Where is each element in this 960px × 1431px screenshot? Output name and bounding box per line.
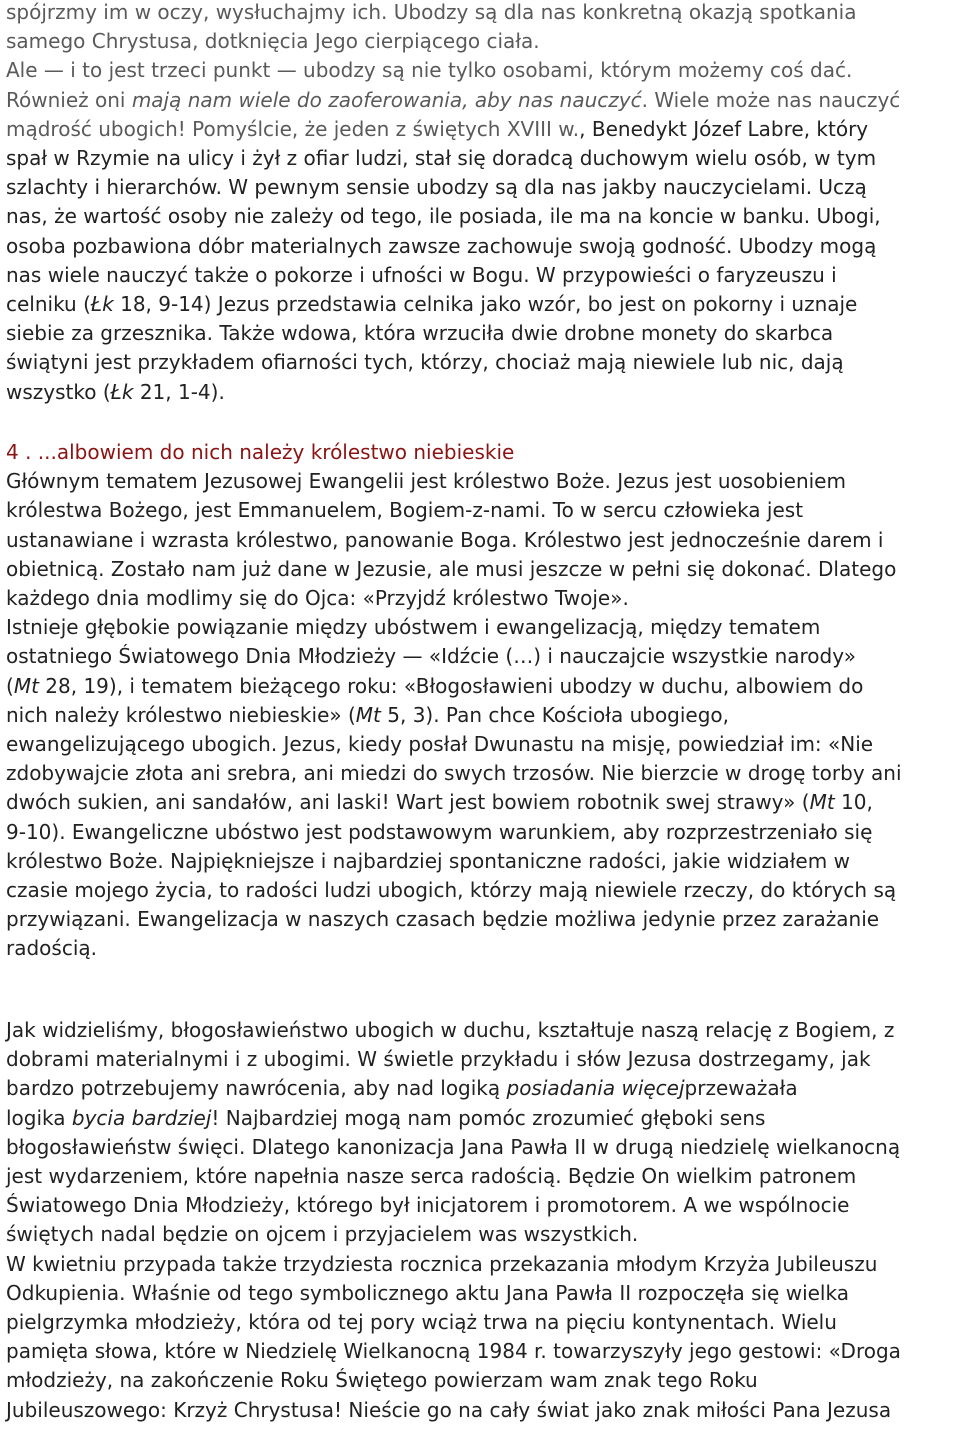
text-segment: 5, 3). Pan chce Kościoła ubogiego, xyxy=(380,702,730,727)
text-segment: świętych nadal będzie on ojcem i przyjacielem was wszystkich. xyxy=(6,1222,639,1247)
text-line xyxy=(6,321,833,346)
citation-italic: Mt xyxy=(13,673,39,698)
text-segment: 28, 19), i tematem bieżącego roku: «Błogosławieni ubodzy w duchu, albowiem do xyxy=(38,673,864,698)
text-line xyxy=(6,528,884,553)
text-segment: nich należy królestwo niebieskie» ( xyxy=(6,702,356,727)
text-line xyxy=(6,820,872,845)
text-line xyxy=(6,849,850,874)
text-line xyxy=(6,1193,849,1218)
text-segment: Jubileuszowego: Krzyż Chrystusa! Nieście go na cały świat jako znak miłości Pana Jezusa xyxy=(6,1397,892,1422)
text-segment: spał w Rzymie na ulicy i żył z ofiar ludzi, stał się doradcą duchowym wielu osób, w tym xyxy=(6,146,877,170)
text-segment: zdobywajcie złota ani srebra, ani miedzi do swych trzosów. Nie bierzcie w drogę torby ani xyxy=(6,761,902,786)
text-line xyxy=(6,907,879,932)
text-segment: Ale — i to jest trzeci punkt — ubodzy są nie tylko osobami, którym możemy coś dać. xyxy=(6,58,853,83)
text-segment: Odkupienia. Właśnie od tego symbolicznego aktu Jana Pawła II rozpoczęła się wielka xyxy=(6,1280,849,1305)
text-segment: królestwo Boże. Najpiękniejsze i najbardziej spontaniczne radości, jakie widziałem w xyxy=(6,848,850,873)
text-segment: 18, 9-14) Jezus przedstawia celnika jako wzór, bo jest on pokorny i uznaje xyxy=(113,292,858,316)
text-segment: czasie mojego życia, to radości ludzi ubogich, którzy mają niewiele rzeczy, do których są xyxy=(6,878,897,902)
text-line xyxy=(6,469,846,494)
text-line xyxy=(6,0,856,25)
text-line xyxy=(6,878,896,903)
text-line xyxy=(6,1281,849,1306)
text-line xyxy=(6,1222,638,1247)
text-segment: jest wydarzeniem, które napełnia nasze serca radością. Będzie On wielkim patronem xyxy=(6,1164,857,1188)
text-line xyxy=(6,615,820,640)
text-segment: wszystko ( xyxy=(6,379,111,404)
text-line xyxy=(6,586,629,611)
text-segment: nas, że wartość osoby nie zależy od tego, ile posiada, ile ma na koncie w banku. Ubogi, xyxy=(6,204,881,229)
text-segment: dwóch sukien, ani sandałów, ani laski! Wart jest bowiem robotnik swej strawy» ( xyxy=(6,790,810,815)
text-segment: każdego dnia modlimy się do Ojca: «Przyjdź królestwo Twoje». xyxy=(6,586,629,610)
text-line xyxy=(6,234,876,259)
text-line xyxy=(6,1106,765,1131)
text-segment: radością. xyxy=(6,936,97,961)
text-line xyxy=(6,761,902,786)
text-line xyxy=(6,175,867,200)
text-line xyxy=(6,263,837,288)
text-segment: ewangelizującego ubogich. Jezus, kiedy posłał Dwunastu na misję, powiedział im: «Nie xyxy=(6,732,874,756)
text-segment: mądrość ubogich! Pomyślcie, że jeden z świętych XVIII w. xyxy=(6,116,580,141)
citation-italic: bycia bardziej xyxy=(71,1105,212,1130)
text-segment: 4 . ...albowiem do nich należy królestwo niebieskie xyxy=(6,440,515,464)
text-line xyxy=(6,1368,758,1393)
text-line xyxy=(6,1310,837,1335)
text-segment: samego Chrystusa, dotknięcia Jego cierpiącego ciała. xyxy=(6,29,540,54)
text-line xyxy=(6,380,225,405)
text-segment: ( xyxy=(6,673,14,698)
text-segment: , Benedykt Józef Labre, który xyxy=(579,116,869,141)
citation-italic: Mt xyxy=(355,702,381,727)
text-segment: świątyni jest przykładem ofiarności tych, którzy, chociaż mają niewiele lub nic, dają xyxy=(6,350,844,375)
text-segment: W kwietniu przypada także trzydziesta rocznica przekazania młodym Krzyża Jubileuszu xyxy=(6,1251,878,1276)
citation-italic: Mt xyxy=(809,790,835,815)
text-segment: królestwa Bożego, jest Emmanuelem, Bogiem-z-nami. To w sercu człowieka jest xyxy=(6,498,804,523)
text-segment: Głównym tematem Jezusowej Ewangelii jest królestwo Boże. Jezus jest uosobieniem xyxy=(6,469,846,494)
text-segment: Również oni xyxy=(6,87,132,112)
text-segment: szlachty i hierarchów. W pewnym sensie ubodzy są dla nas jakby nauczycielami. Uczą xyxy=(6,175,867,200)
text-line xyxy=(6,1398,891,1423)
citation-italic: Łk xyxy=(90,292,114,316)
text-segment: logika xyxy=(6,1105,72,1130)
text-line xyxy=(6,29,540,54)
text-segment: 10, xyxy=(834,790,873,815)
text-segment: ustanawiane i wzrasta królestwo, panowanie Boga. Królestwo jest jednocześnie darem i xyxy=(6,527,884,552)
text-line xyxy=(6,1076,798,1101)
text-segment: ostatniego Światowego Dnia Młodzieży — «Idźcie (…) i nauczajcie wszystkie narody» xyxy=(6,644,856,669)
text-segment: pielgrzymka młodzieży, która od tej pory wciąż trwa na pięciu kontynentach. Wielu xyxy=(6,1310,837,1334)
citation-italic: posiadania więcej xyxy=(506,1076,685,1101)
text-line xyxy=(6,88,900,113)
text-line xyxy=(6,146,876,171)
text-segment: 21, 1-4). xyxy=(133,379,225,404)
text-segment: Istnieje głębokie powiązanie między ubóstwem i ewangelizacją, między tematem xyxy=(6,615,821,640)
section-heading xyxy=(6,440,514,465)
text-line xyxy=(6,674,863,699)
text-line xyxy=(6,204,881,229)
text-segment: pamięta słowa, które w Niedzielę Wielkanocną 1984 r. towarzyszyły jego gestowi: «Droga xyxy=(6,1339,901,1364)
text-line xyxy=(6,644,856,669)
text-segment: Światowego Dnia Młodzieży, którego był inicjatorem i promotorem. A we wspólnocie xyxy=(6,1193,850,1218)
text-segment: obietnicą. Zostało nam już dane w Jezusie, ale musi jeszcze w pełni się dokonać. Dlatego xyxy=(6,556,897,581)
citation-italic: mają nam wiele do zaoferowania, aby nas nauczyć xyxy=(131,87,642,112)
text-line xyxy=(6,58,852,83)
text-segment: osoba pozbawiona dóbr materialnych zawsze zachowuje swoją godność. Ubodzy mogą xyxy=(6,233,877,258)
text-line xyxy=(6,1339,901,1364)
text-line xyxy=(6,703,729,728)
text-segment: ! Najbardziej mogą nam pomóc zrozumieć głęboki sens xyxy=(211,1105,766,1130)
text-line xyxy=(6,1135,900,1160)
text-line xyxy=(6,1164,856,1189)
text-line xyxy=(6,732,873,757)
text-line xyxy=(6,498,803,523)
text-line xyxy=(6,350,844,375)
text-segment: . Wiele może nas nauczyć xyxy=(641,87,901,112)
text-line xyxy=(6,1252,877,1277)
text-segment: siebie za grzesznika. Także wdowa, która wrzuciła dwie drobne monety do skarbca xyxy=(6,321,834,346)
text-segment: młodzieży, na zakończenie Roku Świętego powierzam wam znak tego Roku xyxy=(6,1368,758,1393)
text-line xyxy=(6,292,857,317)
text-segment: dobrami materialnymi i z ubogimi. W świetle przykładu i słów Jezusa dostrzegamy, jak xyxy=(6,1047,871,1072)
text-line xyxy=(6,117,868,142)
text-segment: 9-10). Ewangeliczne ubóstwo jest podstawowym warunkiem, aby rozprzestrzeniało się xyxy=(6,819,873,844)
text-segment: przeważała xyxy=(684,1076,798,1101)
text-line xyxy=(6,1018,894,1043)
text-segment: Jak widzieliśmy, błogosławieństwo ubogich w duchu, kształtuje naszą relację z Bogiem, z xyxy=(6,1018,895,1042)
text-segment: przywiązani. Ewangelizacja w naszych czasach będzie możliwa jedynie przez zarażanie xyxy=(6,907,880,932)
text-line xyxy=(6,1047,871,1072)
text-segment: błogosławieństw święci. Dlatego kanonizacja Jana Pawła II w drugą niedzielę wielkanocną xyxy=(6,1134,901,1159)
text-segment: bardzo potrzebujemy nawrócenia, aby nad logiką xyxy=(6,1076,507,1101)
text-segment: nas wiele nauczyć także o pokorze i ufności w Bogu. W przypowieści o faryzeuszu i xyxy=(6,262,837,287)
text-segment: spójrzmy im w oczy, wysłuchajmy ich. Ubodzy są dla nas konkretną okazją spotkania xyxy=(6,0,857,24)
citation-italic: Łk xyxy=(110,379,134,404)
text-segment: celniku ( xyxy=(6,292,91,316)
text-line xyxy=(6,790,873,815)
text-line xyxy=(6,557,896,582)
text-line xyxy=(6,936,97,961)
